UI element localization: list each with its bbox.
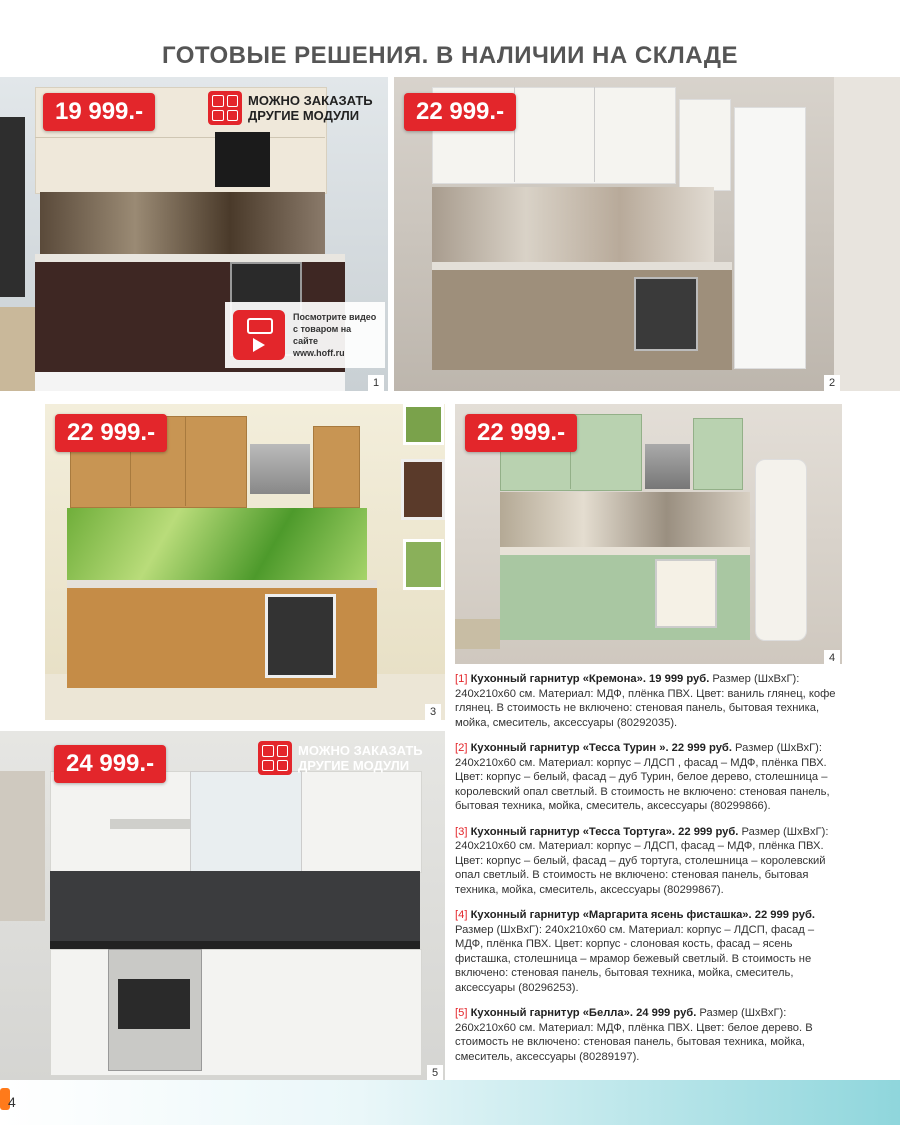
video-badge[interactable] bbox=[225, 302, 385, 368]
video-badge-line-2: с товаром на сайте bbox=[293, 324, 352, 346]
product-details: Размер (ШхВхГ): 240х210х60 см. Материал: корпус – ЛДСП, фасад – МДФ, плёнка ПВХ. Цвет: корпус - слоновая кость, фасад – ясень фисташка, столешница – мрамор бежевый светлый. В стоимость не включено: стеновая панель, бытовая техника, мойка, смеситель, аксессуары (80296253). bbox=[455, 923, 815, 994]
product-name: Кухонный гарнитур «Белла». 24 999 руб. bbox=[470, 1007, 697, 1019]
photo-number: 5 bbox=[427, 1065, 443, 1081]
page-footer bbox=[0, 1080, 900, 1125]
product-details: Размер (ШхВхГ): 240х210х60 см. Материал: МДФ, плёнка ПВХ. Цвет: ваниль глянец, кофе глянец. В стоимость не включено: стеновая панель, бытовая техника, мойка, смеситель, аксессуары (80292035). bbox=[455, 673, 836, 729]
product-name: Кухонный гарнитур «Кремона». 19 999 руб. bbox=[470, 673, 710, 685]
order-other-modules-badge bbox=[258, 741, 423, 775]
video-camera-icon bbox=[233, 310, 285, 360]
order-badge-line-1: МОЖНО ЗАКАЗАТЬ bbox=[248, 93, 373, 108]
price-tag: 22 999.- bbox=[465, 414, 577, 452]
kitchen-photo-2 bbox=[394, 77, 900, 391]
product-details: Размер (ШхВхГ): 240х210х60 см. Материал: корпус – ЛДСП , фасад – МДФ, плёнка ПВХ. Цвет: корпус – белый, фасад – дуб Турин, белое дерево, столешница – королевский опал светлый. В стоимость не включено: стеновая панель, бытовая техника, мойка, смеситель, аксессуары (80299866). bbox=[455, 742, 830, 812]
order-badge-line-1: МОЖНО ЗАКАЗАТЬ bbox=[298, 743, 423, 758]
description-index: [4] bbox=[455, 909, 468, 921]
product-details: Размер (ШхВхГ): 240х210х60 см. Материал: корпус – ЛДСП, фасад – МДФ, плёнка ПВХ. Цвет: корпус – белый, фасад – дуб тортуга, столешница – королевский опал светлый. В стоимость не включено: стеновая панель, бытовая техника, мойка, смеситель, аксессуары (80299867). bbox=[455, 825, 829, 896]
product-description bbox=[455, 741, 845, 814]
product-descriptions bbox=[455, 672, 845, 1075]
photo-number: 1 bbox=[368, 375, 384, 391]
description-index: [3] bbox=[455, 825, 468, 838]
page-title: ГОТОВЫЕ РЕШЕНИЯ. В НАЛИЧИИ НА СКЛАДЕ bbox=[161, 42, 739, 69]
product-name: Кухонный гарнитур «Тесса Тортуга». 22 999 руб. bbox=[470, 825, 739, 838]
order-other-modules-badge bbox=[208, 91, 373, 125]
product-details: Размер (ШхВхГ): 260х210х60 см. Материал: МДФ, плёнка ПВХ. Цвет: белое дерево. В стоимость не включено: стеновая панель, бытовая техника, мойка, смеситель, аксессуары (80289197). bbox=[455, 1007, 813, 1063]
order-badge-line-2: ДРУГИЕ МОДУЛИ bbox=[298, 758, 410, 773]
modules-icon bbox=[208, 91, 242, 125]
price-tag: 24 999.- bbox=[54, 745, 166, 783]
modules-icon bbox=[258, 741, 292, 775]
photo-number: 3 bbox=[425, 704, 441, 720]
page-number: 4 bbox=[8, 1094, 16, 1110]
product-description bbox=[455, 672, 845, 730]
video-badge-line-1: Посмотрите видео bbox=[293, 312, 377, 322]
product-name: Кухонный гарнитур «Маргарита ясень фисташка». 22 999 руб. bbox=[470, 909, 815, 921]
video-badge-link[interactable]: www.hoff.ru bbox=[293, 348, 345, 358]
kitchen-photo-1 bbox=[0, 77, 388, 391]
photo-number: 4 bbox=[824, 650, 840, 664]
product-description bbox=[455, 1006, 845, 1064]
product-description bbox=[455, 825, 845, 898]
description-index: [5] bbox=[455, 1007, 468, 1019]
description-index: [1] bbox=[455, 673, 468, 685]
photo-number: 2 bbox=[824, 375, 840, 391]
order-badge-line-2: ДРУГИЕ МОДУЛИ bbox=[248, 108, 360, 123]
kitchen-photo-3 bbox=[45, 404, 445, 720]
product-description bbox=[455, 908, 845, 995]
kitchen-photo-5 bbox=[0, 731, 445, 1081]
product-name: Кухонный гарнитур «Тесса Турин ». 22 999 руб. bbox=[470, 742, 732, 754]
description-index: [2] bbox=[455, 742, 468, 754]
price-tag: 22 999.- bbox=[404, 93, 516, 131]
price-tag: 22 999.- bbox=[55, 414, 167, 452]
price-tag: 19 999.- bbox=[43, 93, 155, 131]
kitchen-photo-4 bbox=[455, 404, 842, 664]
